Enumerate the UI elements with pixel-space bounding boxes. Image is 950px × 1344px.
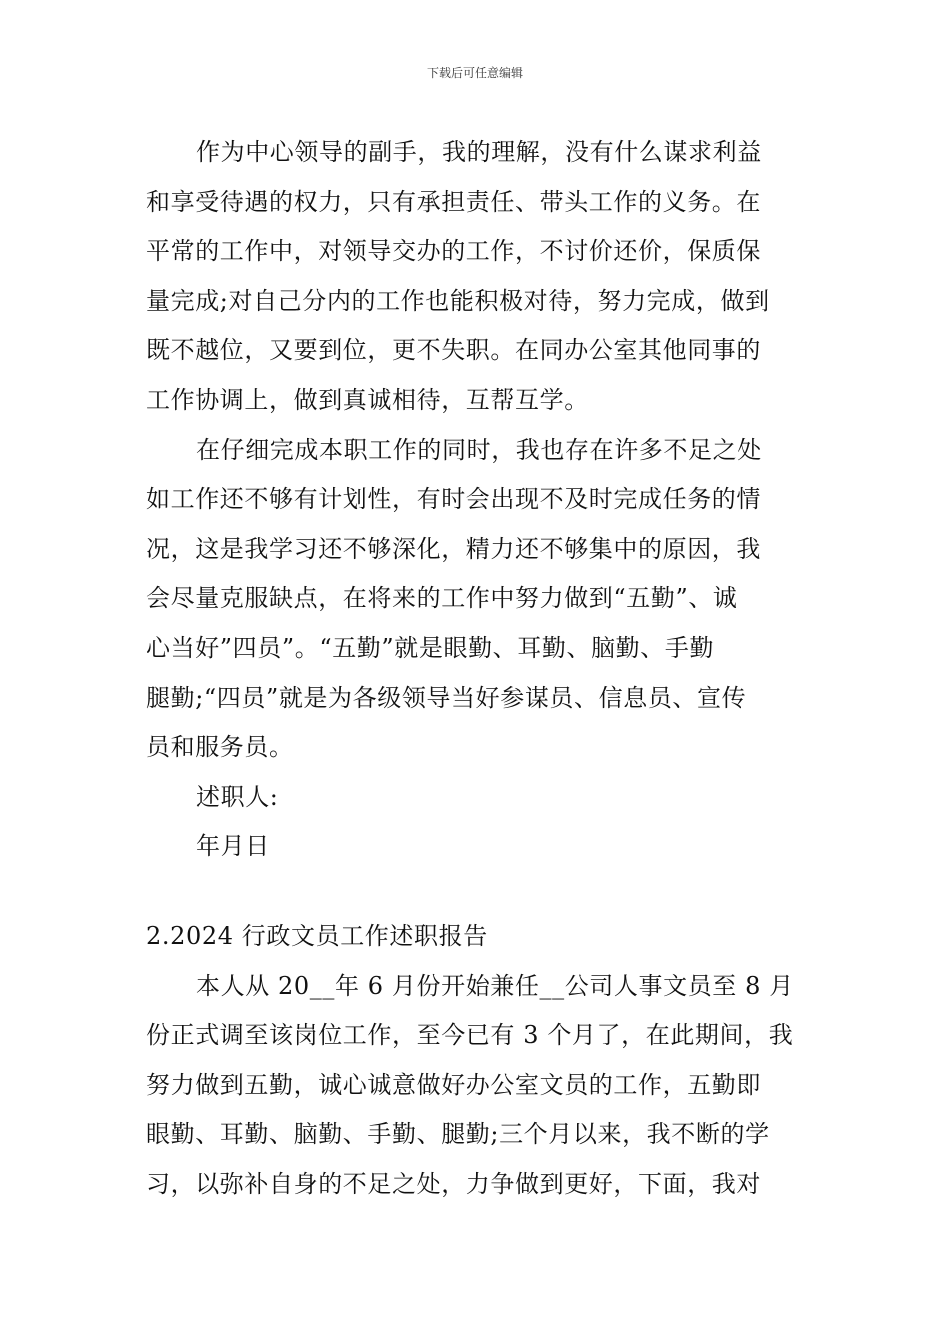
text-line: 眼勤、耳勤、脑勤、手勤、腿勤;三个月以来，我不断的学 — [146, 1120, 770, 1149]
text-line: 心当好”四员”。“五勤”就是眼勤、耳勤、脑勤、手勤 — [146, 633, 715, 662]
text-line: 量完成;对自己分内的工作也能积极对待，努力完成，做到 — [146, 286, 770, 315]
text-line: 份正式调至该岗位工作，至今已有 3 个月了，在此期间，我 — [146, 1021, 794, 1050]
text-line: 如工作还不够有计划性，有时会出现不及时完成任务的情 — [146, 485, 761, 514]
document-body — [146, 128, 810, 1209]
text-line: 既不越位，又要到位，更不失职。在同办公室其他同事的 — [146, 336, 761, 365]
text-line: 在仔细完成本职工作的同时，我也存在许多不足之处 — [196, 435, 762, 464]
text-line: 腿勤;“四员”就是为各级领导当好参谋员、信息员、宣传 — [146, 683, 747, 712]
text-line: 员和服务员。 — [146, 733, 294, 762]
date-label: 年月日 — [196, 832, 270, 861]
section-heading: 2.2024 行政文员工作述职报告 — [146, 921, 488, 950]
text-line: 工作协调上，做到真诚相待，互帮互学。 — [146, 385, 589, 414]
section1-paragraph2 — [146, 426, 810, 773]
section-gap — [146, 872, 810, 912]
text-line: 本人从 20__年 6 月份开始兼任__公司人事文员至 8 月 — [196, 971, 794, 1000]
text-line: 和享受待遇的权力，只有承担责任、带头工作的义务。在 — [146, 187, 761, 216]
signer-label: 述职人: — [196, 782, 279, 811]
text-line: 努力做到五勤，诚心诚意做好办公室文员的工作，五勤即 — [146, 1070, 761, 1099]
text-line: 作为中心领导的副手，我的理解，没有什么谋求利益 — [196, 138, 762, 166]
page-header-note: 下载后可任意编辑 — [426, 66, 523, 80]
section1-paragraph1 — [146, 128, 810, 426]
text-line: 况，这是我学习还不够深化，精力还不够集中的原因，我 — [146, 534, 761, 563]
text-line: 会尽量克服缺点，在将来的工作中努力做到“五勤”、诚 — [146, 584, 738, 613]
section2-paragraph1 — [146, 962, 810, 1210]
text-line: 平常的工作中，对领导交办的工作，不讨价还价，保质保 — [146, 237, 761, 266]
text-line: 习，以弥补自身的不足之处，力争做到更好，下面，我对 — [146, 1169, 761, 1198]
